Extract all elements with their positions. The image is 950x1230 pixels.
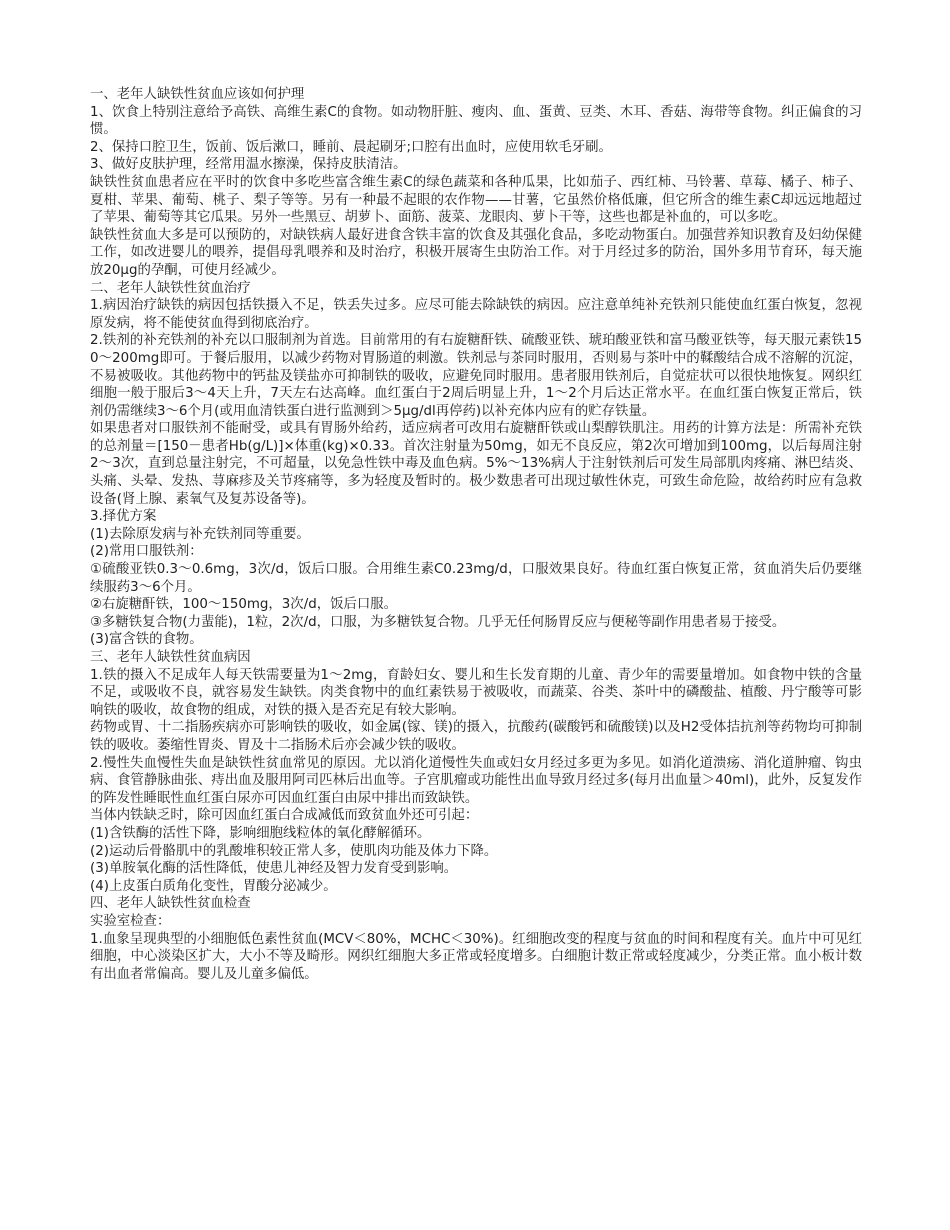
paragraph: 缺铁性贫血大多是可以预防的，对缺铁病人最好进食含铁丰富的饮食及其强化食品，多吃动物蛋白。加强营养知识教育及妇幼保健工作，如改进婴儿的喂养，提倡母乳喂养和及时治疗，积极开展寄生虫防治工作。对于月经过多的防治，国外多用节育环，每天施放20μg的孕酮，可使月经减少。 [90,227,862,278]
paragraph: (2)运动后骨骼肌中的乳酸堆积较正常人多，使肌肉功能及体力下降。 [90,843,498,859]
paragraph: 3、做好皮肤护理，经常用温水擦澡，保持皮肤清洁。 [90,157,407,173]
paragraph: ③多糖铁复合物(力蜚能)，1粒，2次/d，口服，为多糖铁复合物。几乎无任何肠胃反应与便秘等副作用患者易于接受。 [90,614,786,630]
paragraph: 3.择优方案 [90,509,157,525]
paragraph: 1.血象呈现典型的小细胞低色素性贫血(MCV＜80%，MCHC＜30%)。红细胞改变的程度与贫血的时间和程度有关。血片中可见红细胞，中心淡染区扩大，大小不等及畸形。网织红细胞大多正常或轻度增多。白细胞计数正常或轻度减少，分类正常。血小板计数有出血者常偏高。婴儿及儿童多偏低。 [90,931,862,982]
section-heading-causes: 三、老年人缺铁性贫血病因 [90,650,251,665]
paragraph: 2、保持口腔卫生，饭前、饭后漱口，睡前、晨起刷牙;口腔有出血时，应使用软毛牙刷。 [90,139,612,155]
paragraph: (3)富含铁的食物。 [90,632,203,648]
paragraph: 如果患者对口服铁剂不能耐受，或具有胃肠外给药，适应病者可改用右旋糖酐铁或山梨醇铁肌注。用药的计算方法是：所需补充铁的总剂量＝[150－患者Hb(g/L)]×体重(kg)×0.33。首次注射量为50mg，如无不良反应，第2次可增加到100mg，以后每周注射2～3次，直到总量注射完，不可超量，以免急性铁中毒及血色病。5%～13%病人于注射铁剂后可发生局部肌肉疼痛、淋巴结炎、头痛、头晕、发热、荨麻疹及关节疼痛等，多为轻度及暂时的。极少数患者可出现过敏性休克，可致生命危险，故给药时应有急救设备(肾上腺、素氧气及复苏设备等)。 [90,421,862,507]
paragraph: 2.铁剂的补充铁剂的补充以口服制剂为首选。目前常用的有右旋糖酐铁、硫酸亚铁、琥珀酸亚铁和富马酸亚铁等，每天服元素铁150～200mg即可。于餐后服用，以减少药物对胃肠道的刺激。铁剂忌与茶同时服用，否则易与茶叶中的鞣酸结合成不溶解的沉淀，不易被吸收。其他药物中的钙盐及镁盐亦可抑制铁的吸收，应避免同时服用。患者服用铁剂后，自觉症状可以很快地恢复。网织红细胞一般于服后3～4天上升，7天左右达高峰。血红蛋白于2周后明显上升，1～2个月后达正常水平。在血红蛋白恢复正常后，铁剂仍需继续3～6个月(或用血清铁蛋白进行监测到＞5μg/dl再停药)以补充体内应有的贮存铁量。 [90,333,862,419]
document-page [90,86,862,983]
paragraph: ②右旋糖酐铁，100～150mg，3次/d，饭后口服。 [90,597,398,613]
paragraph: 当体内铁缺乏时，除可因血红蛋白合成减低而致贫血外还可引起： [90,808,479,824]
paragraph: (4)上皮蛋白质角化变性，胃酸分泌减少。 [90,878,337,894]
section-heading-nursing: 一、老年人缺铁性贫血应该如何护理 [90,87,305,102]
paragraph: 1.铁的摄入不足成年人每天铁需要量为1～2mg，育龄妇女、婴儿和生长发育期的儿童、青少年的需要量增加。如食物中铁的含量不足，或吸收不良，就容易发生缺铁。肉类食物中的血红素铁易于被吸收，而蔬菜、谷类、茶叶中的磷酸盐、植酸、丹宁酸等可影响铁的吸收，故食物的组成，对铁的摄入是否充足有较大影响。 [90,667,862,718]
section-heading-treatment: 二、老年人缺铁性贫血治疗 [90,280,251,296]
paragraph: 药物或胃、十二指肠疾病亦可影响铁的吸收，如金属(镓、镁)的摄入，抗酸药(碳酸钙和硫酸镁)以及H2受体拮抗剂等药物均可抑制铁的吸收。萎缩性胃炎、胃及十二指肠术后亦会减少铁的吸收。 [90,720,862,753]
paragraph: ①硫酸亚铁0.3～0.6mg，3次/d，饭后口服。合用维生素C0.23mg/d，口服效果良好。待血红蛋白恢复正常，贫血消失后仍要继续服药3～6个月。 [90,562,862,595]
paragraph: 缺铁性贫血患者应在平时的饮食中多吃些富含维生素C的绿色蔬菜和各种瓜果，比如茄子、西红柿、马铃薯、草莓、橘子、柿子、夏柑、苹果、葡萄、桃子、梨子等等。另有一种最不起眼的农作物——甘薯，它虽然价格低廉，但它所含的维生素C却远远地超过了苹果、葡萄等其它瓜果。另外一些黑豆、胡萝卜、面筋、菠菜、龙眼肉、萝卜干等，这些也都是补血的，可以多吃。 [90,174,862,226]
section-heading-examination: 四、老年人缺铁性贫血检查 [90,896,251,912]
paragraph: 实验室检查： [90,913,171,929]
paragraph: (1)去除原发病与补充铁剂同等重要。 [90,526,310,542]
paragraph: 1.病因治疗缺铁的病因包括铁摄入不足，铁丢失过多。应尽可能去除缺铁的病因。应注意单纯补充铁剂只能使血红蛋白恢复，忽视原发病，将不能使贫血得到彻底治疗。 [90,298,862,331]
paragraph: (3)单胺氧化酶的活性降低，使患儿神经及智力发育受到影响。 [90,861,458,877]
paragraph: 1、饮食上特别注意给予高铁、高维生素C的食物。如动物肝脏、瘦肉、血、蛋黄、豆类、木耳、香菇、海带等食物。纠正偏食的习惯。 [90,104,862,138]
paragraph: (1)含铁酶的活性下降，影响细胞线粒体的氧化酵解循环。 [90,825,431,841]
paragraph: (2)常用口服铁剂： [90,544,203,560]
paragraph: 2.慢性失血慢性失血是缺铁性贫血常见的原因。尤以消化道慢性失血或妇女月经过多更为多见。如消化道溃疡、消化道肿瘤、钩虫病、食管静脉曲张、痔出血及服用阿司匹林后出血等。子宫肌瘤或功能性出血导致月经过多(每月出血量＞40ml)，此外，反复发作的阵发性睡眠性血红蛋白尿亦可因血红蛋白由尿中排出而致缺铁。 [90,755,862,806]
